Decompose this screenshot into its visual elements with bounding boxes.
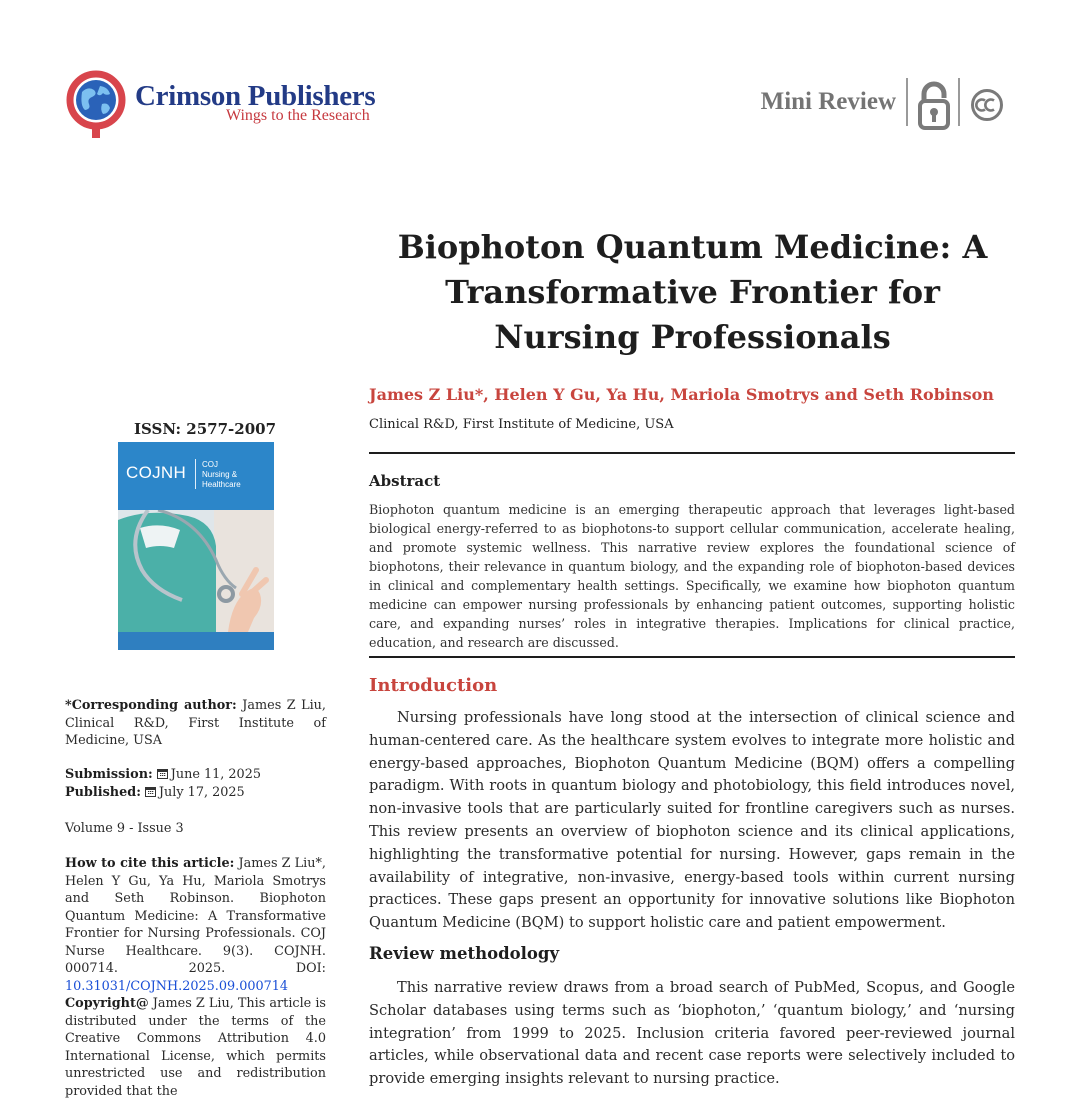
published-line	[65, 784, 326, 802]
publisher-logo[interactable]	[66, 70, 386, 140]
cover-journal-name	[202, 460, 270, 490]
creative-commons-icon[interactable]	[970, 88, 1004, 126]
copyright-block	[65, 995, 326, 1100]
cover-abbreviation: COJNH	[126, 463, 187, 482]
globe-logo-icon	[66, 70, 130, 140]
volume-issue: Volume 9 - Issue 3	[65, 821, 184, 836]
citation-block	[65, 855, 326, 995]
abstract-heading: Abstract	[369, 472, 441, 490]
submission-label: Submission:	[65, 767, 153, 782]
nurse-stethoscope-photo-icon	[118, 510, 274, 632]
published-date: July 17, 2025	[158, 785, 245, 800]
introduction-heading: Introduction	[369, 675, 498, 696]
open-access-icon[interactable]	[917, 80, 951, 134]
submission-date: June 11, 2025	[170, 767, 261, 782]
calendar-icon	[157, 768, 168, 779]
issn-label: ISSN: 2577-2007	[134, 420, 277, 438]
citation-label: How to cite this article:	[65, 856, 235, 871]
cover-journal-line: Healthcare	[202, 480, 241, 489]
section-divider	[369, 656, 1015, 658]
introduction-text: Nursing professionals have long stood at the intersection of clinical science and human-centered care. As the healthcare system evolves to integrate more holistic and energy-based approaches, Biophoton Quantum Medicine (BQM) offers a compelling paradigm. With roots in quantum biology and photobiology, this field introduces novel, non-invasive tools that are particularly suited for frontline caregivers such as nurses. This review presents an overview of biophoton science and its clinical applications, highlighting the transformative potential for nursing. However, gaps remain in the availability of integrative, non-invasive, energy-based tools within current nursing practices. These gaps present an opportunity for innovative solutions like Biophoton Quantum Medicine (BQM) to support holistic care and patient empowerment.	[369, 709, 1015, 932]
journal-cover-image[interactable]	[118, 442, 274, 650]
calendar-icon	[145, 786, 156, 797]
corresponding-author-label: *Corresponding author:	[65, 698, 237, 713]
cover-journal-line: Nursing &	[202, 470, 238, 479]
submission-line	[65, 766, 326, 784]
published-label: Published:	[65, 785, 141, 800]
publisher-name: Crimson Publishers	[135, 80, 376, 112]
header-divider	[958, 78, 960, 126]
publisher-tagline: Wings to the Research	[226, 107, 370, 124]
corresponding-author-text: James Z Liu, Clinical R&D, First Institute of Medicine, USA	[65, 698, 326, 748]
cover-journal-line: COJ	[202, 460, 218, 469]
section-divider	[369, 452, 1015, 454]
article-type-label: Mini Review	[760, 88, 896, 115]
doi-label: DOI:	[295, 961, 326, 976]
corresponding-author-block	[65, 697, 326, 750]
citation-text: James Z Liu*, Helen Y Gu, Ya Hu, Mariola Smotrys and Seth Robinson. Biophoton Quantum Medicine: A Transformative Frontier for Nursing Professionals. COJ Nurse Healthcare. 9(3). COJNH. 000714. 2025.	[65, 856, 326, 976]
copyright-label: Copyright@	[65, 996, 149, 1011]
cover-separator	[195, 459, 196, 489]
author-list[interactable]: James Z Liu*, Helen Y Gu, Ya Hu, Mariola Smotrys and Seth Robinson	[369, 385, 994, 404]
doi-link[interactable]: 10.31031/COJNH.2025.09.000714	[65, 978, 289, 994]
cover-footer-band	[118, 632, 274, 650]
review-methodology-heading: Review methodology	[369, 944, 560, 963]
author-affiliation: Clinical R&D, First Institute of Medicine, USA	[369, 417, 674, 432]
header-divider	[906, 78, 908, 126]
review-methodology-text: This narrative review draws from a broad search of PubMed, Scopus, and Google Scholar databases using terms such as ‘biophoton,’ ‘quantum biology,’ and ‘nursing integration’ from 1999 to 2025. Inclusion criteria favored peer-reviewed journal articles, while observational data and recent case reports were selectively included to provide emerging insights relevant to nursing practice.	[369, 979, 1015, 1088]
article-title: Biophoton Quantum Medicine: A Transformative Frontier for Nursing Professionals	[397, 228, 988, 356]
copyright-text: James Z Liu, This article is distributed under the terms of the Creative Commons Attribution 4.0 International License, which permits unrestricted use and redistribution provided that the	[65, 996, 327, 1099]
abstract-text: Biophoton quantum medicine is an emerging therapeutic approach that leverages light-based biological energy-referred to as biophotons-to support cellular communication, accelerate healing, and promote systemic wellness. This narrative review explores the foundational science of biophotons, their relevance in quantum biology, and the expanding role of biophoton-based devices in clinical and complementary health settings. Specifically, we examine how biophoton quantum medicine can empower nursing professionals by enhancing patient outcomes, supporting holistic care, and expanding nurses’ roles in integrative therapies. Implications for clinical practice, education, and research are discussed.	[369, 502, 1015, 650]
